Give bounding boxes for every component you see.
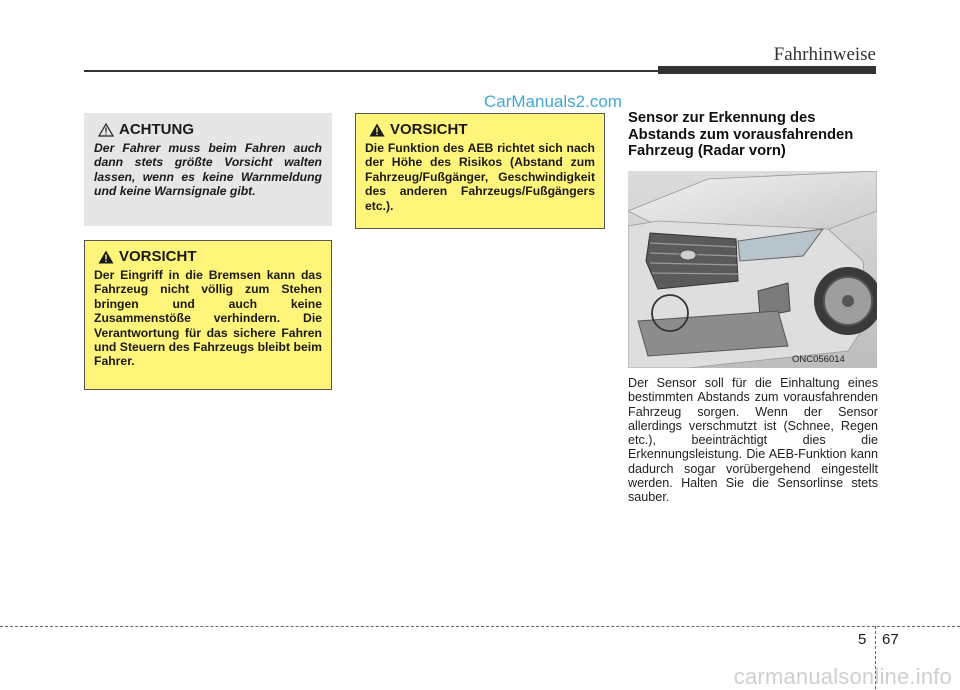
warning-outline-icon bbox=[98, 123, 114, 137]
vorsicht-text: Die Funktion des AEB richtet sich nach der Höhe des Risikos (Abstand zum Fahrzeug/Fußgänger, Geschwindigkeit des anderen Fahrzeugs/Fußgängers etc.). bbox=[365, 141, 595, 213]
achtung-title: ACHTUNG bbox=[119, 121, 194, 138]
warning-filled-icon bbox=[98, 250, 114, 264]
watermark-bottom-link[interactable]: carmanualsonline.info bbox=[733, 664, 952, 689]
footer-rule bbox=[0, 626, 960, 627]
header-rule bbox=[84, 70, 658, 72]
sensor-description-paragraph: Der Sensor soll für die Einhaltung eines bestimmten Abstands zum vorausfahrenden Fahrzeug sorgen. Wenn der Sensor allerdings verschmutzt ist (Schnee, Regen etc.), beeinträchtigt dies die Erkennungsleistung. Die AEB-Funktion kann dadurch sogar vorübergehend eingestellt werden. Halten Sie die Sensorlinse stets sauber. bbox=[628, 376, 878, 505]
vorsicht-box-aeb-function bbox=[355, 113, 605, 229]
chapter-number: 5 bbox=[858, 631, 867, 648]
achtung-note-box bbox=[84, 113, 332, 226]
header-rule-bar bbox=[658, 66, 876, 74]
page-number: 67 bbox=[882, 631, 899, 648]
vorsicht-box-braking bbox=[84, 240, 332, 390]
page-header-title: Fahrhinweise bbox=[773, 44, 876, 65]
section-heading: Sensor zur Erkennung des Abstands zum vorausfahrenden Fahrzeug (Radar vorn) bbox=[628, 110, 854, 159]
warning-filled-icon bbox=[369, 123, 385, 137]
vorsicht-title: VORSICHT bbox=[119, 248, 197, 265]
achtung-text: Der Fahrer muss beim Fahren auch dann stets größte Vorsicht walten lassen, wenn es keine Warnmeldung und keine Warnsignale gibt. bbox=[94, 141, 322, 199]
vorsicht-text: Der Eingriff in die Bremsen kann das Fahrzeug nicht völlig zum Stehen bringen und auch keine Zusammenstöße verhindern. Die Verantwortung für das sichere Fahren und Steuern des Fahrzeugs bleibt beim Fahrer. bbox=[94, 268, 322, 369]
image-reference-code: ONC056014 bbox=[792, 354, 845, 365]
watermark-link[interactable]: CarManuals2.com bbox=[484, 92, 622, 111]
car-front-radar-illustration bbox=[628, 171, 877, 368]
vorsicht-title: VORSICHT bbox=[390, 121, 468, 138]
